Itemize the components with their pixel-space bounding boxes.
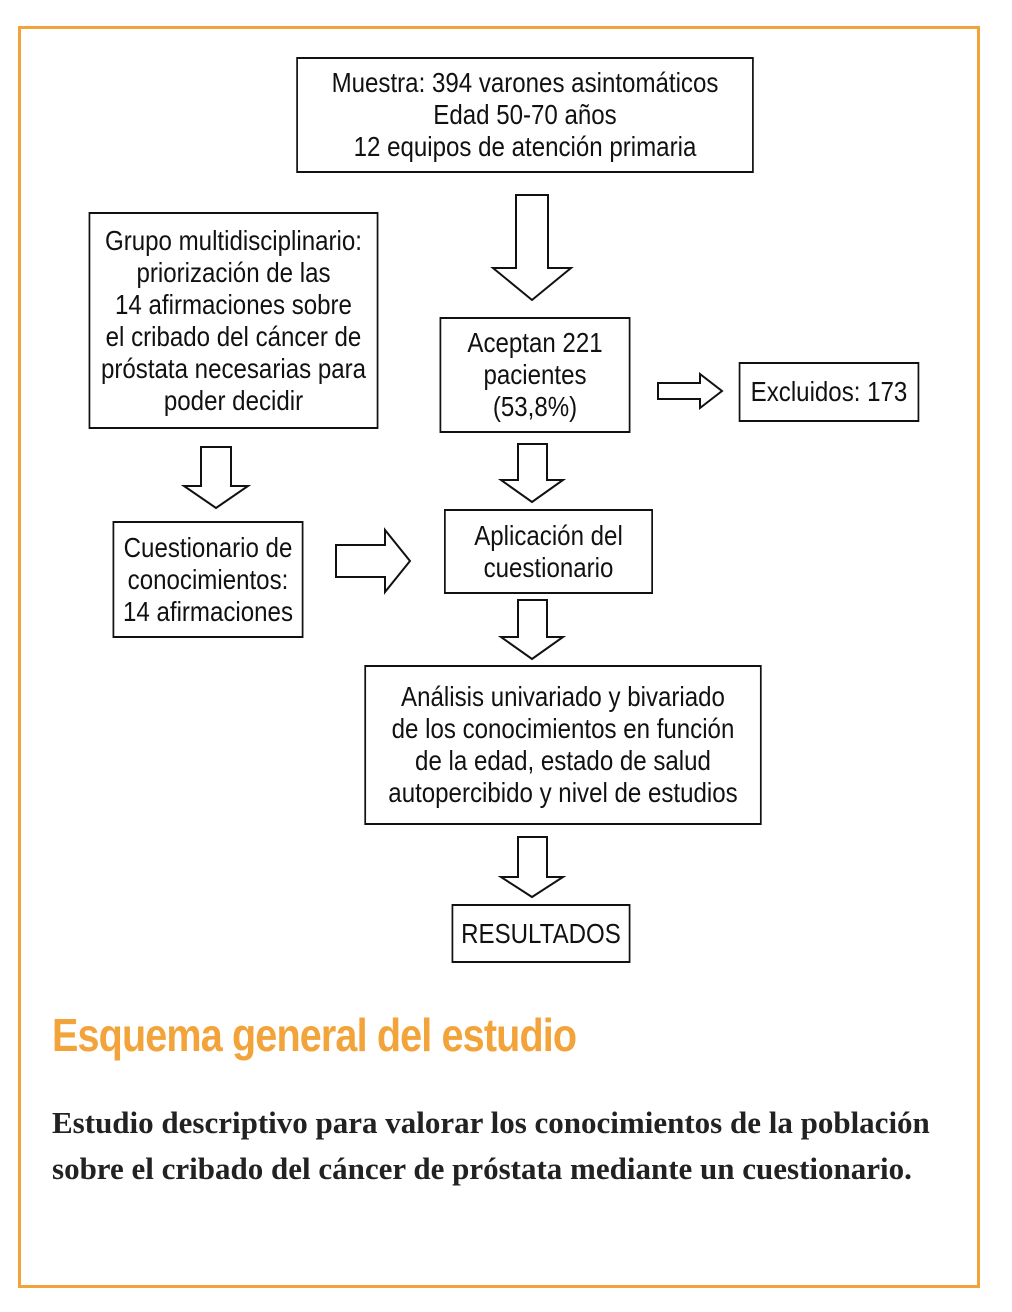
analysis-line-3: de la edad, estado de salud [415, 745, 711, 776]
analysis-line-1: Análisis univariado y bivariado [401, 681, 725, 712]
arrow-sample-to-accept [493, 195, 571, 300]
excluded-box [739, 362, 920, 422]
questionnaire-box [113, 521, 304, 638]
group-line-1: Grupo multidisciplinario: [105, 224, 362, 256]
accept-line-1: Aceptan 221 [467, 327, 603, 358]
application-line-1: Aplicación del [474, 519, 623, 551]
arrow-application-to-analysis [501, 600, 563, 659]
application-box [444, 509, 653, 594]
group-line-3: 14 afirmaciones sobre [115, 288, 352, 320]
arrow-questionnaire-to-application [336, 530, 410, 592]
results-line-1: RESULTADOS [461, 917, 621, 949]
accept-line-2: pacientes [483, 359, 587, 390]
group-line-6: poder decidir [163, 384, 304, 416]
group-line-4: el cribado del cáncer de [105, 320, 362, 352]
arrow-analysis-to-results [501, 837, 563, 897]
sample-box [296, 57, 754, 173]
sample-line-2: Edad 50-70 años [433, 99, 617, 130]
accept-line-3: (53,8%) [492, 391, 578, 422]
analysis-box [364, 665, 761, 825]
accept-box [440, 317, 631, 433]
arrow-accept-to-application [501, 444, 563, 502]
arrow-accept-to-excluded [658, 374, 722, 408]
group-line-2: priorización de las [136, 256, 331, 288]
results-box [452, 904, 631, 963]
application-line-2: cuestionario [483, 551, 614, 583]
questionnaire-line-2: conocimientos: [127, 563, 289, 595]
group-box [89, 212, 379, 429]
figure-description: Estudio descriptivo para valorar los conocimientos de la población sobre el cribado del cáncer de próstata mediante un cuestionario. [52, 1105, 930, 1186]
figure-title: Esquema general del estudio [52, 1009, 577, 1061]
analysis-line-4: autopercibido y nivel de estudios [388, 777, 738, 808]
excluded-line-1: Excluidos: 173 [750, 376, 908, 407]
group-line-5: próstata necesarias para [100, 352, 367, 384]
sample-line-3: 12 equipos de atención primaria [353, 131, 697, 162]
analysis-line-2: de los conocimientos en función [391, 713, 735, 744]
sample-line-1: Muestra: 394 varones asintomáticos [331, 67, 719, 98]
questionnaire-line-3: 14 afirmaciones [123, 595, 293, 627]
questionnaire-line-1: Cuestionario de [123, 531, 293, 563]
arrow-group-to-questionnaire [184, 447, 248, 508]
